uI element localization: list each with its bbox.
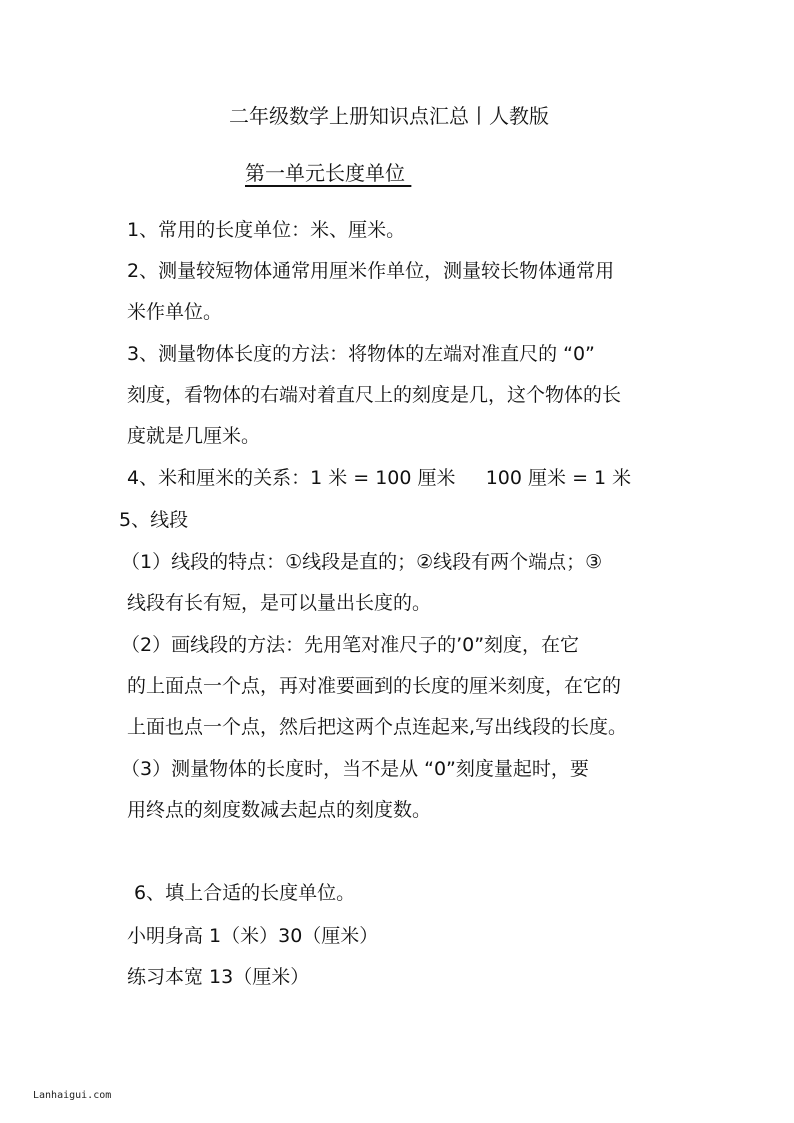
- text-line: 练习本宽 13（厘米）: [127, 966, 310, 988]
- text-line: 上面也点一个点，然后把这两个点连起来,写出线段的长度。: [127, 716, 628, 738]
- text-line: 4、米和厘米的关系：1 米 = 100 厘米 100 厘米 = 1 米: [127, 467, 632, 489]
- text-line: 2、测量较短物体通常用厘米作单位，测量较长物体通常用: [127, 260, 615, 282]
- page-title: 二年级数学上册知识点汇总丨人教版: [229, 104, 549, 128]
- text-line: 线段有长有短，是可以量出长度的。: [127, 592, 432, 614]
- section-heading: 第一单元长度单位: [245, 161, 412, 185]
- text-line: 5、线段: [119, 509, 189, 531]
- text-line: 米作单位。: [127, 301, 223, 323]
- text-line: 6、填上合适的长度单位。: [134, 882, 356, 904]
- text-line: 小明身高 1（米）30（厘米）: [127, 925, 379, 947]
- text-line: （2）画线段的方法：先用笔对准尺子的’0”刻度，在它: [121, 634, 580, 656]
- text-line: 度就是几厘米。: [127, 425, 261, 447]
- text-line: 的上面点一个点，再对准要画到的长度的厘米刻度，在它的: [127, 675, 622, 697]
- footer-watermark: Lanhaigui.com: [33, 1090, 112, 1101]
- text-line: 用终点的刻度数减去起点的刻度数。: [127, 799, 432, 821]
- text-line: 1、常用的长度单位：米、厘米。: [127, 219, 406, 241]
- text-line: 3、测量物体长度的方法：将物体的左端对准直尺的 “0”: [127, 343, 595, 365]
- text-line: 刻度，看物体的右端对着直尺上的刻度是几，这个物体的长: [127, 384, 622, 406]
- text-line: （1）线段的特点：①线段是直的；②线段有两个端点；③: [121, 551, 603, 573]
- text-line: （3）测量物体的长度时，当不是从 “0”刻度量起时，要: [121, 758, 589, 780]
